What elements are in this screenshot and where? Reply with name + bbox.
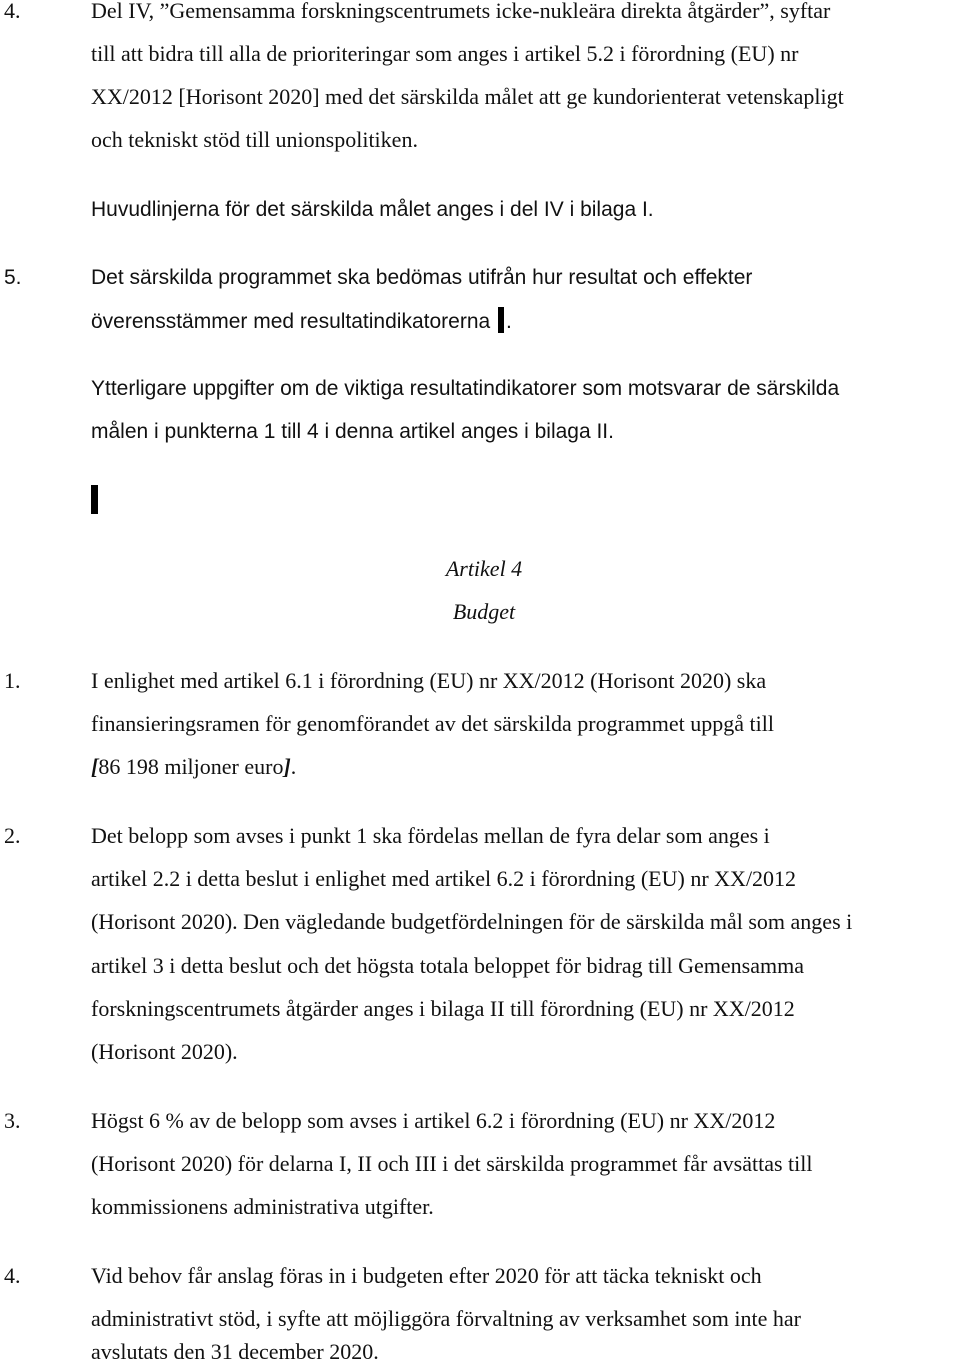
budget-item-2-line-1: Det belopp som avses i punkt 1 ska fördelas mellan de fyra delar som anges i	[91, 823, 770, 848]
item-5-para-line-1: Ytterligare uppgifter om de viktiga resultatindikatorer som motsvarar de särskilda	[91, 377, 840, 400]
item-5-line-2	[91, 307, 512, 336]
item-5-number: 5.	[4, 266, 22, 289]
article-subtitle: Budget	[452, 599, 516, 624]
budget-item-1-line-3	[91, 753, 296, 781]
item-4-line-3: XX/2012 [Horisont 2020] med det särskilda målet att ge kundorienterat vetenskapligt	[91, 84, 844, 109]
budget-item-4-number: 4.	[4, 1263, 21, 1288]
item-5-para-line-2: målen i punkterna 1 till 4 i denna artikel anges i bilaga II.	[91, 420, 614, 443]
budget-item-2-number: 2.	[4, 823, 21, 848]
item-4-number: 4.	[4, 0, 21, 23]
redaction-block	[91, 485, 98, 514]
close-bracket: ]	[283, 754, 291, 779]
budget-item-1-line-2: finansieringsramen för genomförandet av det särskilda programmet uppgå till	[91, 711, 775, 736]
budget-item-3-number: 3.	[4, 1108, 21, 1133]
budget-item-2-line-5: forskningscentrumets åtgärder anges i bilaga II till förordning (EU) nr XX/2012	[91, 996, 795, 1021]
item-5-line-1: Det särskilda programmet ska bedömas utifrån hur resultat och effekter	[91, 266, 753, 289]
item-4-line-4: och tekniskt stöd till unionspolitiken.	[91, 127, 418, 152]
budget-item-1-number: 1.	[4, 668, 21, 693]
item-5-line-2-end: .	[506, 310, 512, 333]
item-4-line-1: Del IV, ”Gemensamma forskningscentrumets icke-nukleära direkta åtgärder”, syftar	[91, 0, 831, 23]
article-title: Artikel 4	[445, 556, 523, 581]
budget-item-2-line-3: (Horisont 2020). Den vägledande budgetfördelningen för de särskilda mål som anges i	[91, 909, 853, 934]
item-4-line-2: till att bidra till alla de prioriteringar som anges i artikel 5.2 i förordning (EU) nr	[91, 41, 799, 66]
budget-item-3-line-3: kommissionens administrativa utgifter.	[91, 1194, 434, 1219]
budget-item-2-line-2: artikel 2.2 i detta beslut i enlighet med artikel 6.2 i förordning (EU) nr XX/2012	[91, 866, 797, 891]
redaction-mark	[498, 307, 504, 333]
item-5-line-2-text: överensstämmer med resultatindikatorerna	[91, 310, 491, 333]
budget-item-2-line-4: artikel 3 i detta beslut och det högsta totala beloppet för bidrag till Gemensamma	[91, 953, 804, 978]
budget-item-2-line-6: (Horisont 2020).	[91, 1039, 238, 1064]
budget-item-3-line-1: Högst 6 % av de belopp som avses i artikel 6.2 i förordning (EU) nr XX/2012	[91, 1108, 776, 1133]
budget-item-4-line-3: avslutats den 31 december 2020.	[91, 1339, 379, 1364]
item-4-note: Huvudlinjerna för det särskilda målet anges i del IV i bilaga I.	[91, 198, 654, 221]
budget-item-3-line-2: (Horisont 2020) för delarna I, II och III i det särskilda programmet får avsättas till	[91, 1151, 813, 1176]
open-bracket: [	[91, 754, 99, 779]
budget-item-1-end: .	[290, 754, 297, 779]
budget-item-4-line-2: administrativt stöd, i syfte att möjliggöra förvaltning av verksamhet som inte har	[91, 1306, 801, 1331]
budget-item-1-line-1: I enlighet med artikel 6.1 i förordning (EU) nr XX/2012 (Horisont 2020) ska	[91, 668, 767, 693]
budget-amount: 86 198 miljoner euro	[98, 754, 284, 779]
budget-item-4-line-1: Vid behov får anslag föras in i budgeten efter 2020 för att täcka tekniskt och	[91, 1263, 762, 1288]
